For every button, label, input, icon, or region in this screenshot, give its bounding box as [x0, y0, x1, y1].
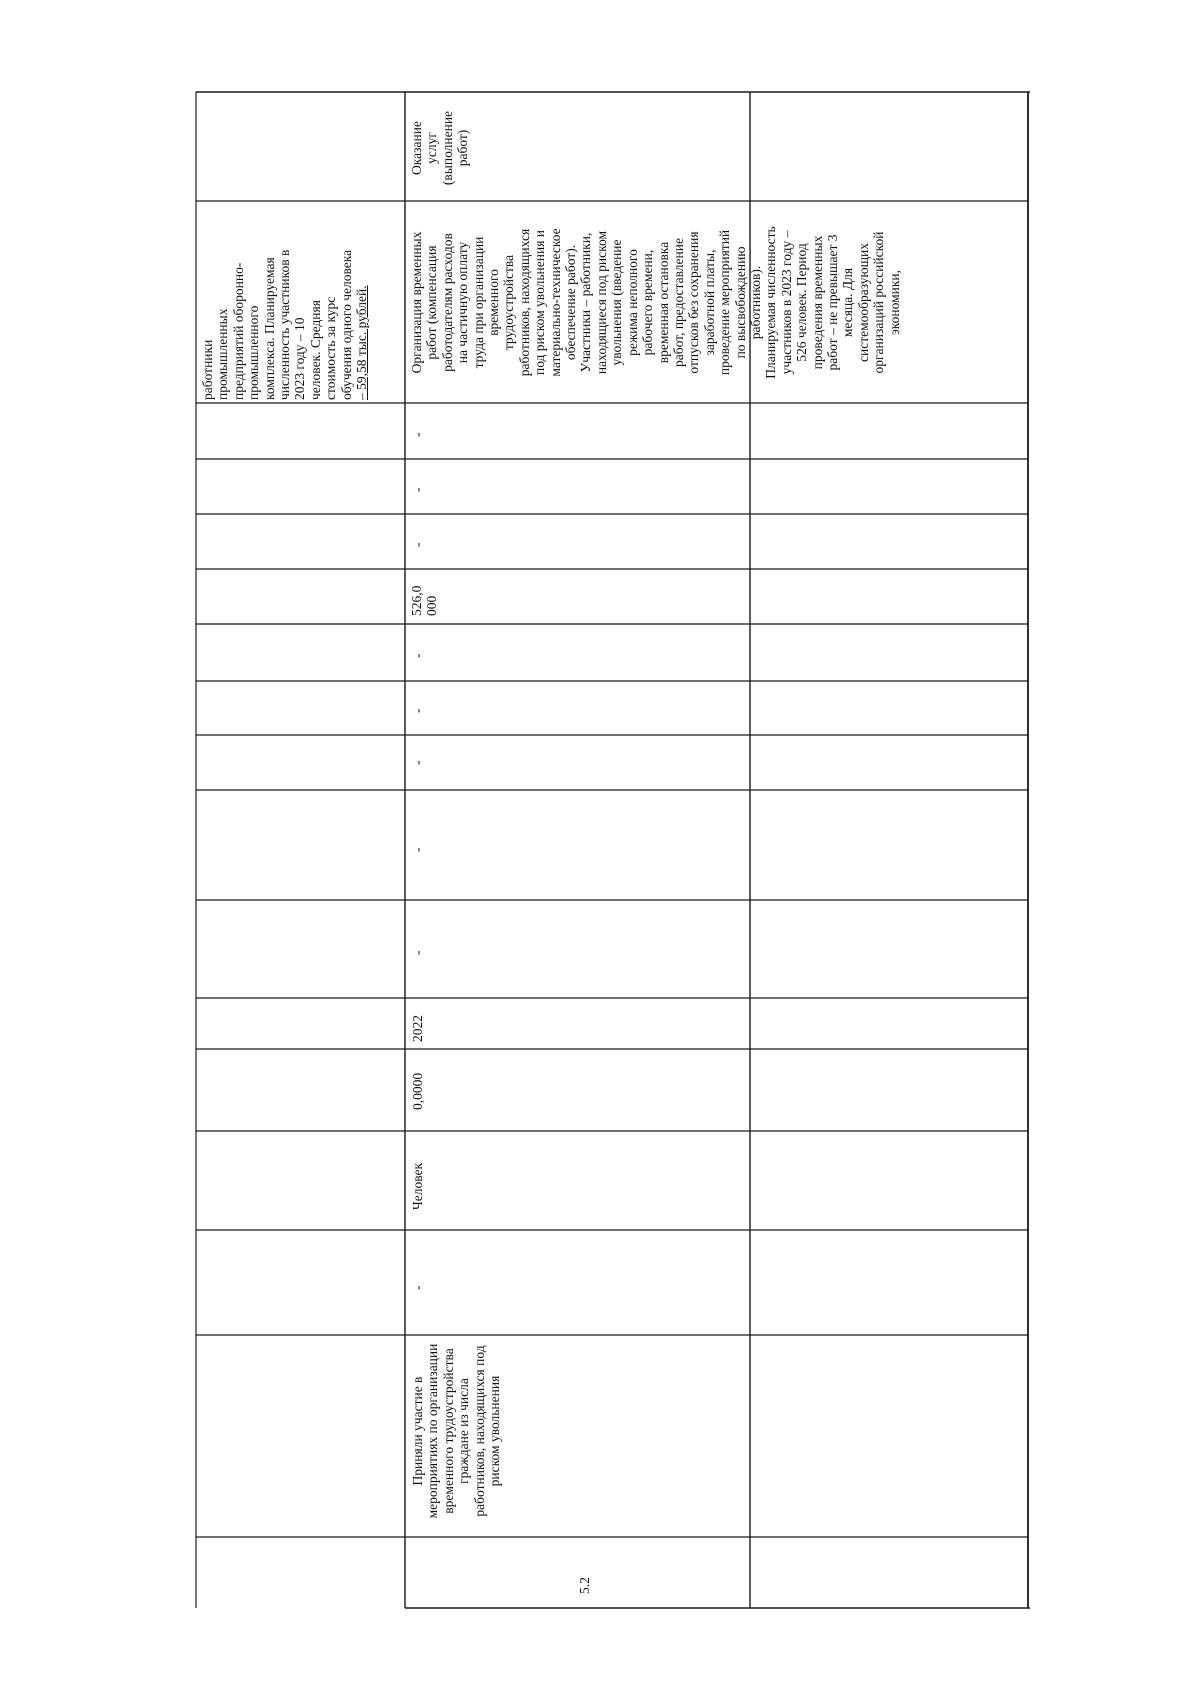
desc-line: на частичную оплату [455, 241, 471, 364]
upper-row-description [200, 205, 369, 400]
desc-line: материально-техническое [547, 228, 563, 377]
measure-type [409, 98, 471, 198]
cell-dash: - [410, 1285, 425, 1290]
cell-dash: - [410, 847, 425, 852]
unit-cell: Человек [410, 1162, 425, 1210]
desc-line: работодателям расходов [439, 233, 455, 372]
type-line: работ) [455, 129, 471, 167]
indicator-name-line: мероприятиях по организации [425, 1343, 441, 1519]
upper-desc-line: численность участников в [277, 249, 293, 400]
cell-dash: - [410, 542, 425, 547]
cell-dash: - [410, 950, 425, 955]
desc-line: участников в 2023 году – [778, 230, 794, 375]
desc-line: системообразующих [855, 243, 871, 363]
desc-line: Организация временных [409, 231, 424, 374]
desc-line: отпусков без сохранения [686, 231, 702, 374]
cell-dash: - [410, 487, 425, 492]
desc-line: режима неполного [624, 249, 640, 356]
base-year-cell: 2022 [410, 1015, 425, 1042]
desc-line: 526 человек. Период [794, 243, 810, 362]
indicator-name-line: риском увольнения [487, 1375, 503, 1487]
desc-line: заработной платы, [701, 249, 717, 356]
desc-line: по высвобождению [732, 246, 748, 359]
value-2023-line: 526,0 [409, 585, 424, 616]
upper-desc-line: 2023 году – 10 [292, 317, 308, 400]
desc-line: временного [486, 269, 502, 336]
measure-description [409, 205, 902, 400]
upper-desc-line: промышленного [246, 305, 262, 400]
type-line: Оказание [409, 121, 424, 175]
desc-line: экономики, [886, 269, 902, 336]
upper-desc-line: работники [200, 339, 215, 400]
desc-line: работ, предоставление [670, 238, 686, 367]
row-number: 5.2 [577, 1577, 592, 1594]
upper-desc-line: – 59,58 тыс. рублей. [354, 285, 370, 400]
type-line: услуг [424, 132, 440, 164]
desc-line: проведения временных [809, 235, 825, 370]
indicator-name [410, 1336, 502, 1526]
desc-line: работников, находящихся [516, 228, 532, 377]
value-2023-line: 000 [424, 595, 440, 616]
desc-line: работ (компенсация [424, 245, 440, 360]
cell-dash: - [410, 432, 425, 437]
desc-line: труда при организации [470, 236, 486, 369]
cell-dash: - [410, 653, 425, 658]
cell-dash: - [410, 708, 425, 713]
desc-line: проведение мероприятий [717, 229, 733, 376]
desc-line: Планируемая численность [763, 226, 779, 379]
desc-line: работ – не превышает 3 [824, 234, 840, 371]
indicator-name-line: временного трудоустройства [440, 1348, 456, 1514]
desc-line: рабочего времени, [640, 249, 656, 356]
desc-line: увольнения (введение [609, 239, 625, 366]
cell-dash: - [410, 760, 425, 765]
upper-desc-line: человек. Средняя [307, 300, 323, 400]
desc-line: трудоустройства [501, 254, 517, 351]
upper-desc-line: комплекса. Планируемая [261, 257, 277, 400]
desc-line: обеспечение работ). [563, 244, 579, 361]
desc-line: находящиеся под риском [593, 230, 609, 375]
base-value-cell: 0,0000 [410, 1072, 425, 1110]
value-2023-cell [409, 566, 440, 616]
type-line: (выполнение [439, 110, 455, 186]
desc-line: месяца. Для [840, 267, 856, 338]
upper-desc-line: промышленных [215, 308, 231, 400]
desc-line: под риском увольнения и [532, 229, 548, 376]
upper-desc-line: предприятий оборонно- [230, 262, 246, 400]
desc-line: временная остановка [655, 241, 671, 364]
indicator-name-line: работников, находящихся под [471, 1345, 487, 1517]
upper-desc-line: обучения одного человека [338, 249, 354, 400]
indicator-name-line: граждане из числа [456, 1378, 472, 1484]
desc-line: Участники – работники, [578, 232, 594, 373]
upper-desc-line: стоимость за курс [323, 296, 339, 400]
indicator-name-line: Приняли участие в [410, 1376, 425, 1486]
desc-line: работников). [747, 265, 763, 340]
desc-line: организаций российской [871, 231, 887, 374]
